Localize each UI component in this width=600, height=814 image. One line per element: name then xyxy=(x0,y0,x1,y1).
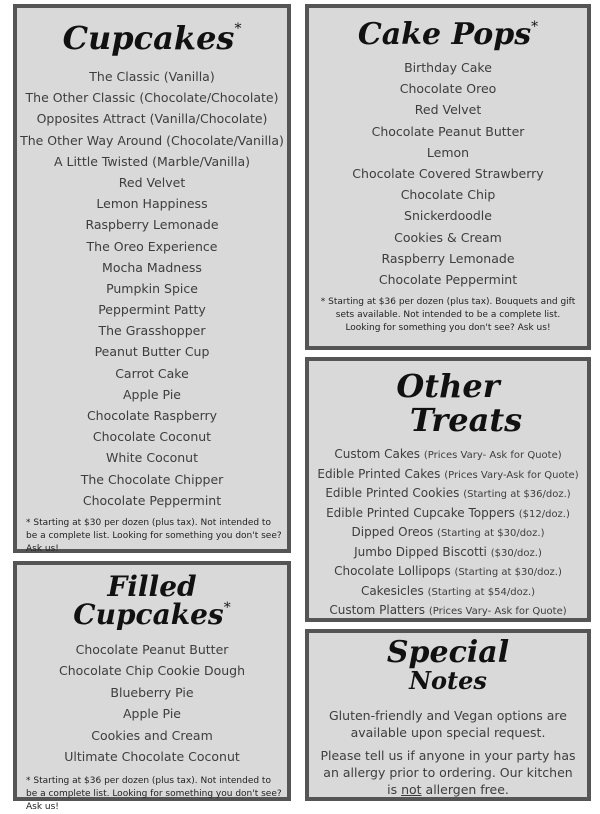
other-treat-item xyxy=(309,562,587,582)
filled-cupcakes-title xyxy=(17,570,287,631)
cupcakes-title: Cupcakes* xyxy=(62,19,242,57)
special-notes-paragraph-2-end: allergen free. xyxy=(425,782,509,797)
cake-pop-item: Birthday Cake xyxy=(404,60,492,75)
special-notes-title-line1: Special xyxy=(386,635,510,670)
other-treat-item xyxy=(309,484,587,504)
special-notes-paragraph-2 xyxy=(317,747,579,798)
cake-pop-item: Lemon xyxy=(426,144,470,160)
other-treat-name: Edible Printed Cupcake Toppers xyxy=(326,505,515,520)
other-treat-name: Edible Printed Cookies xyxy=(325,486,460,500)
special-notes-panel xyxy=(305,629,591,801)
cupcake-item: The Oreo Experience xyxy=(86,238,218,254)
cake-pop-item: Snickerdoodle xyxy=(404,208,492,224)
other-treat-name: Jumbo Dipped Biscotti xyxy=(354,544,487,559)
cake-pop-item: Cookies & Cream xyxy=(394,229,502,245)
cupcakes-panel xyxy=(13,4,291,553)
other-treat-detail: (Starting at $54/doz.) xyxy=(427,586,536,598)
cupcake-item: A Little Twisted (Marble/Vanilla) xyxy=(53,153,251,169)
other-treat-detail: (Starting at $30/doz.) xyxy=(454,567,562,578)
cake-pops-list xyxy=(309,57,587,290)
other-treat-item xyxy=(309,465,587,485)
cake-pop-item: Red Velvet xyxy=(414,102,482,118)
other-treat-item xyxy=(309,543,587,563)
other-treat-item xyxy=(309,523,587,543)
cake-pops-title: Cake Pops* xyxy=(357,17,539,52)
cake-pop-item: Raspberry Lemonade xyxy=(381,250,515,266)
filled-cupcake-item: Chocolate Peanut Butter xyxy=(75,642,229,657)
cupcake-item: Peanut Butter Cup xyxy=(94,344,210,360)
filled-cupcakes-list xyxy=(17,639,287,767)
other-treats-title-line1: Other xyxy=(396,367,500,405)
cupcakes-note: * Starting at $30 per dozen (plus tax). Not intended to be a complete list. Looking for something you don't see? Ask us! xyxy=(26,517,282,554)
cupcake-item: Apple Pie xyxy=(123,386,181,402)
other-treat-name: Custom Platters xyxy=(329,603,426,617)
filled-cupcakes-panel xyxy=(13,561,291,813)
cake-pop-item: Chocolate Chip xyxy=(400,187,496,203)
cupcake-item: Chocolate Raspberry xyxy=(86,408,218,423)
cupcake-item: Raspberry Lemonade xyxy=(85,217,219,233)
other-treat-detail: (Starting at $30/doz.) xyxy=(437,528,545,539)
other-treats-list xyxy=(309,445,587,621)
other-treat-item xyxy=(309,582,587,602)
other-treat-item xyxy=(309,445,587,465)
cake-pops-note: * Starting at $36 per dozen (plus tax). Bouquets and gift sets available. Not intended to be a complete list. Looking for something you don't see? Ask us! xyxy=(320,297,576,334)
other-treat-detail: ($12/doz.) xyxy=(518,508,570,520)
other-treats-title xyxy=(309,369,587,437)
other-treat-detail: (Prices Vary-Ask for Quote) xyxy=(444,469,579,481)
cupcake-item: The Grasshopper xyxy=(98,323,206,339)
other-treat-name: Custom Cakes xyxy=(334,447,421,461)
other-treat-detail: (Starting at $36/doz.) xyxy=(463,489,571,500)
cake-pops-panel xyxy=(305,4,591,350)
cupcake-item: The Other Classic (Chocolate/Chocolate) xyxy=(25,90,279,106)
other-treat-detail: (Prices Vary- Ask for Quote) xyxy=(428,606,567,617)
cupcake-item: The Classic (Vanilla) xyxy=(89,69,215,84)
other-treat-name: Edible Printed Cakes xyxy=(317,466,441,481)
filled-cupcake-item: Cookies and Cream xyxy=(91,727,213,743)
filled-cupcake-item: Apple Pie xyxy=(123,706,181,722)
cupcake-item: Pumpkin Spice xyxy=(106,280,198,296)
cupcake-item: Mocha Madness xyxy=(102,259,202,275)
filled-cupcake-item: Chocolate Chip Cookie Dough xyxy=(59,663,245,679)
other-treat-item xyxy=(309,504,587,524)
filled-cupcake-item: Ultimate Chocolate Coconut xyxy=(64,748,240,764)
cupcakes-list xyxy=(17,66,287,511)
other-treat-name: Cakesicles xyxy=(360,583,424,598)
special-notes-paragraph-1: Gluten-friendly and Vegan options are available upon special request. xyxy=(329,708,567,740)
cupcake-item: Chocolate Coconut xyxy=(92,429,212,445)
cupcake-item: Lemon Happiness xyxy=(96,196,208,212)
other-treats-panel xyxy=(305,357,591,622)
other-treat-detail: (Prices Vary- Ask for Quote) xyxy=(423,450,562,461)
cupcake-item: White Coconut xyxy=(106,450,198,466)
cake-pop-item: Chocolate Covered Strawberry xyxy=(352,165,544,181)
special-notes-emphasis: not xyxy=(401,782,422,797)
filled-cupcakes-note: * Starting at $36 per dozen (plus tax). Not intended to be a complete list. Looking for something you don't see? Ask us! xyxy=(26,776,282,813)
cupcake-item: Opposites Attract (Vanilla/Chocolate) xyxy=(36,111,268,127)
cupcake-item: The Chocolate Chipper xyxy=(80,471,224,487)
filled-cupcakes-title-line2: Cupcakes* xyxy=(73,598,231,631)
special-notes-title xyxy=(309,635,587,695)
other-treat-item xyxy=(309,601,587,621)
other-treat-name: Chocolate Lollipops xyxy=(334,564,451,578)
other-treat-name: Dipped Oreos xyxy=(351,525,434,539)
cupcake-item: Peppermint Patty xyxy=(98,302,206,318)
filled-cupcake-item: Blueberry Pie xyxy=(110,684,194,700)
cake-pop-item: Chocolate Peppermint xyxy=(378,271,518,287)
cake-pop-item: Chocolate Oreo xyxy=(399,81,497,97)
cupcake-item: Carrot Cake xyxy=(115,365,189,381)
cake-pop-item: Chocolate Peanut Butter xyxy=(371,123,525,139)
cupcake-item: Chocolate Peppermint xyxy=(82,492,222,508)
other-treats-title-line2: Treats xyxy=(409,401,523,439)
filled-cupcakes-title-line1: Filled xyxy=(107,570,197,603)
special-notes-title-line2: Notes xyxy=(409,666,487,695)
special-notes-paragraph-2-text: Please tell us if anyone in your party has an allergy prior to ordering. Our kitchen is xyxy=(320,748,576,797)
cupcake-item: The Other Way Around (Chocolate/Vanilla) xyxy=(20,132,284,148)
cupcake-item: Red Velvet xyxy=(118,174,186,190)
other-treat-detail: ($30/doz.) xyxy=(490,547,542,559)
